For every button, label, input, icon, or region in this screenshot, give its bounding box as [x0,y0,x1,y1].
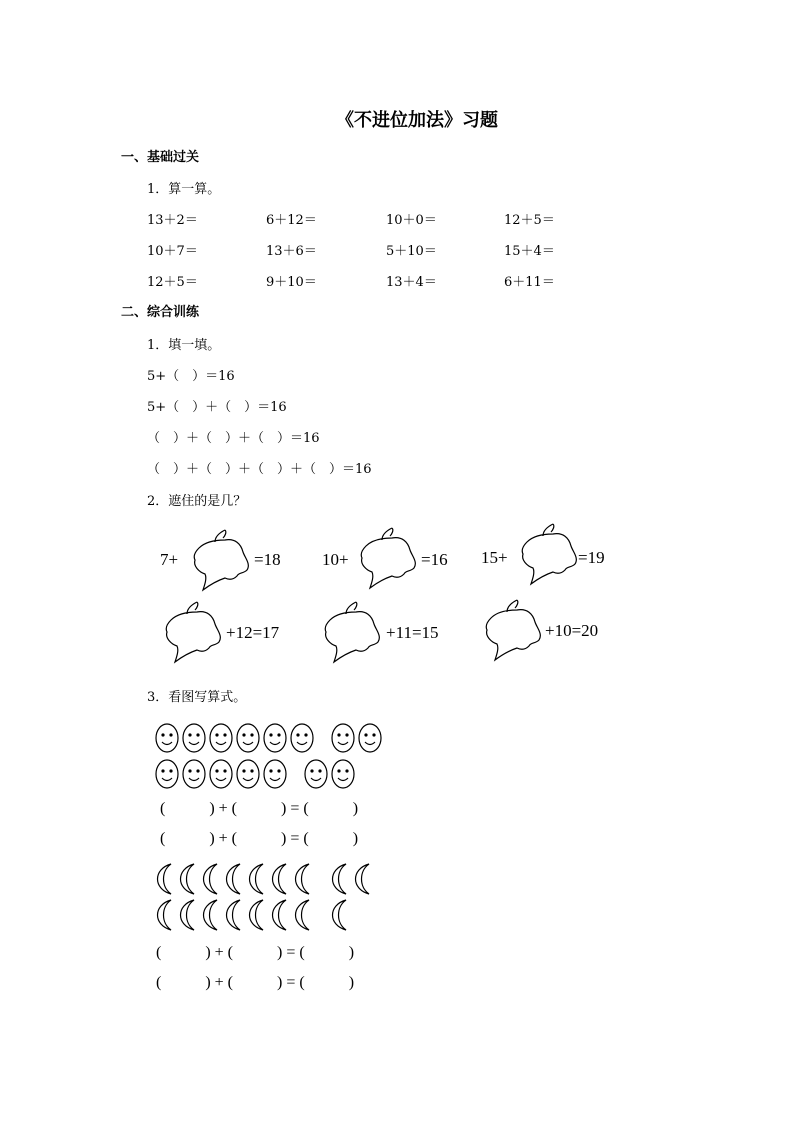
leaf-eq-after: =16 [421,550,448,569]
leaf-eq-before: 10+ [322,550,349,569]
smiley-icon [332,724,354,752]
moon-icon [158,900,172,930]
moon-icon [250,864,264,894]
calc-item: 12＋5＝ [147,275,198,290]
moon-icon [296,864,310,894]
blank-equation: ( )+( )=( ) [160,800,363,817]
moon-icon [227,900,241,930]
moon-icon [181,900,195,930]
question-2-2-title: 2．遮住的是几？ [147,494,247,509]
fill-blank-line: （ ）＋（ ）＋（ ）＝16 [147,431,320,446]
leaf-eq-after: =18 [254,550,281,569]
moon-icon [204,900,218,930]
moon-icon [181,864,195,894]
moon-icon [250,900,264,930]
smiley-icon [210,724,232,752]
question-1-1-title: 1．算一算。 [147,182,221,197]
smiley-icon [156,760,178,788]
moon-icon [227,864,241,894]
moon-icon [356,864,370,894]
calc-item: 10＋0＝ [386,213,437,228]
question-2-3-title: 3．看图写算式。 [147,690,247,705]
blank-equation: ( )+( )=( ) [160,830,363,847]
leaf-eq-after: +11=15 [386,623,439,642]
calc-item: 12＋5＝ [504,213,555,228]
leaf-eq-after: =19 [578,548,605,567]
leaf-icon [185,526,255,600]
smiley-icon [332,760,354,788]
leaf-icon [352,524,422,598]
moon-icon [158,864,172,894]
leaf-icon [513,520,583,594]
calc-item: 15＋4＝ [504,244,555,259]
smiley-icon [183,724,205,752]
calc-item: 10＋7＝ [147,244,198,259]
calc-item: 6＋11＝ [504,275,555,290]
leaf-eq-after: +10=20 [545,621,599,640]
smiley-icon [291,724,313,752]
moon-icon [333,900,347,930]
moon-icon [273,864,287,894]
smiley-icon [264,724,286,752]
smiley-icon [264,760,286,788]
fill-blank-line: 5+（ ）＝16 [147,369,235,384]
fill-blank-line: （ ）＋（ ）＋（ ）＋（ ）＝16 [147,462,372,477]
moon-row [153,862,393,938]
calc-item: 13＋4＝ [386,275,437,290]
question-2-1-title: 1．填一填。 [147,338,221,353]
leaf-eq-before: 7+ [160,550,179,569]
moon-figure [153,862,393,934]
leaf-icon [157,598,227,672]
smiley-icon [305,760,327,788]
leaf-icon [316,598,386,672]
blank-equation: ( )+( )=( ) [156,974,359,991]
calc-item: 6＋12＝ [266,213,317,228]
leaf-eq-before: 15+ [481,548,508,567]
calc-item: 13＋2＝ [147,213,198,228]
moon-icon [204,864,218,894]
smiley-icon [183,760,205,788]
calc-item: 9＋10＝ [266,275,317,290]
smiley-row [154,722,394,798]
smiley-icon [359,724,381,752]
fill-blank-line: 5+（ ）＋（ ）＝16 [147,400,287,415]
calc-item: 5＋10＝ [386,244,437,259]
section-1-heading: 一、基础过关 [121,150,200,165]
section-2-heading: 二、综合训练 [121,305,200,320]
blank-equation: ( )+( )=( ) [156,944,359,961]
page-title: 《不进位加法》习题 [336,110,498,131]
smiley-icon [156,724,178,752]
smiley-figure [154,722,394,794]
moon-icon [333,864,347,894]
smiley-icon [237,724,259,752]
smiley-icon [210,760,232,788]
smiley-icon [237,760,259,788]
calc-item: 13＋6＝ [266,244,317,259]
moon-icon [296,900,310,930]
moon-icon [273,900,287,930]
leaf-eq-after: +12=17 [226,623,280,642]
leaf-icon [477,596,547,670]
